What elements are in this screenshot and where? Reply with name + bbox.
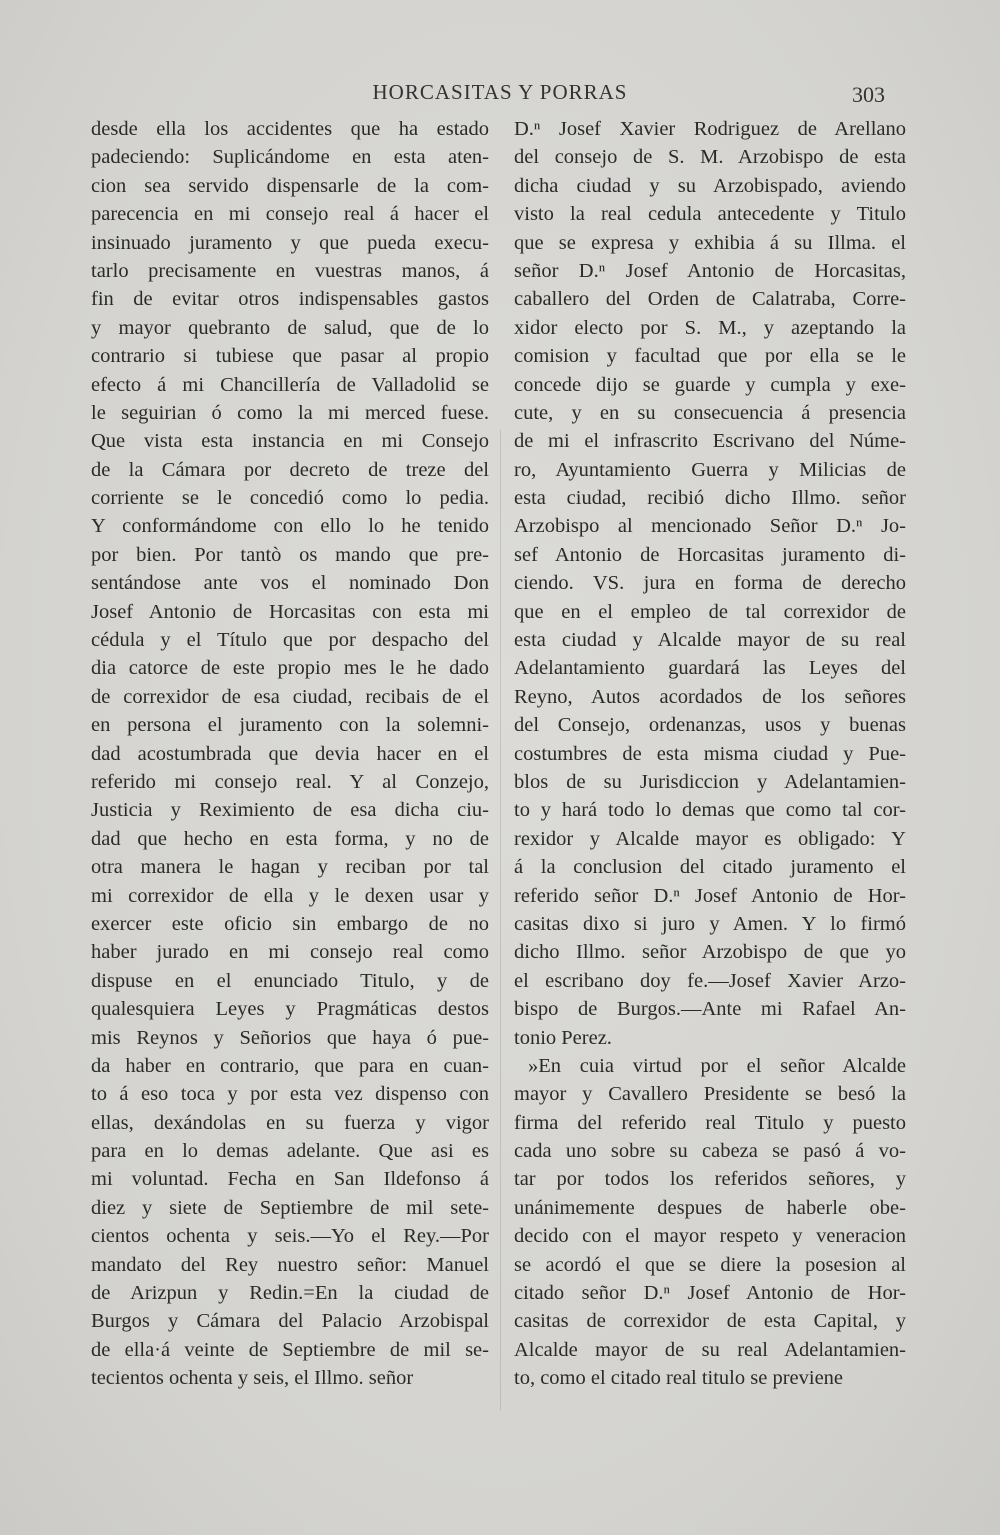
left-column	[91, 115, 489, 1393]
text-line: efecto á mi Chancillería de Valladolid se	[91, 373, 489, 396]
text-line: esta ciudad y Alcalde mayor de su real	[514, 629, 906, 652]
text-line: señor D.ⁿ Josef Antonio de Horcasitas,	[514, 259, 906, 282]
text-line: casitas de correxidor de esta Capital, y	[514, 1310, 906, 1333]
text-line: fin de evitar otros indispensables gastos	[91, 288, 489, 311]
text-line: del consejo de S. M. Arzobispo de esta	[514, 146, 906, 169]
text-line: haber jurado en mi consejo real como	[91, 941, 489, 964]
text-line: referido señor D.ⁿ Josef Antonio de Hor-	[514, 884, 906, 907]
text-line: mayor y Cavallero Presidente se besó la	[514, 1083, 906, 1106]
text-line: citado señor D.ⁿ Josef Antonio de Hor-	[514, 1282, 906, 1305]
text-line: de correxidor de esa ciudad, recibais de el	[91, 685, 489, 708]
text-line: dia catorce de este propio mes le he dado	[91, 657, 489, 680]
running-head: HORCASITAS Y PORRAS	[372, 80, 628, 104]
text-line: xidor electo por S. M., y azeptando la	[514, 316, 906, 339]
text-line: otra manera le hagan y reciban por tal	[91, 856, 489, 879]
text-line: sef Antonio de Horcasitas juramento di-	[514, 543, 906, 566]
text-line: to, como el citado real titulo se previene	[514, 1367, 844, 1390]
text-line: cédula y el Título que por despacho del	[91, 629, 489, 652]
text-line: Arzobispo al mencionado Señor D.ⁿ Jo-	[514, 515, 906, 538]
text-line: concede dijo se guarde y cumpla y exe-	[514, 373, 906, 396]
text-line: rexidor y Alcalde mayor es obligado: Y	[514, 827, 906, 850]
text-line: cientos ochenta y seis.—Yo el Rey.—Por	[91, 1225, 489, 1248]
text-line: de ella·á veinte de Septiembre de mil se-	[91, 1338, 489, 1361]
text-line: que en el empleo de tal correxidor de	[514, 600, 906, 623]
text-line: insinuado juramento y que pueda execu-	[91, 231, 489, 254]
text-line: desde ella los accidentes que ha estado	[91, 118, 489, 140]
text-line: en persona el juramento con la solemni-	[91, 714, 489, 737]
text-line: contrario si tubiese que pasar al propio	[91, 345, 489, 368]
text-line: dad que hecho en esta forma, y no de	[91, 827, 489, 850]
text-line: mi correxidor de ella y le dexen usar y	[91, 884, 489, 907]
text-line: to y hará todo lo demas que como tal cor-	[514, 799, 906, 822]
text-line: por bien. Por tantò os mando que pre-	[91, 543, 489, 566]
text-line: ellas, dexándolas en su fuerza y vigor	[91, 1111, 489, 1134]
text-line: mi voluntad. Fecha en San Ildefonso á	[91, 1168, 489, 1191]
text-line: comision y facultad que por ella se le	[514, 345, 906, 368]
text-line: »En cuia virtud por el señor Alcalde	[528, 1054, 906, 1077]
text-line: parecencia en mi consejo real á hacer el	[91, 203, 489, 226]
text-line: tarlo precisamente en vuestras manos, á	[91, 259, 489, 282]
text-line: de Arizpun y Redin.=En la ciudad de	[91, 1282, 489, 1305]
text-line: Justicia y Reximiento de esa dicha ciu-	[91, 799, 489, 822]
text-line: á la conclusion del citado juramento el	[514, 856, 906, 879]
text-line: que se expresa y exhibia á su Illma. el	[514, 231, 906, 254]
text-line: se acordó el que se diere la posesion al	[514, 1253, 906, 1276]
text-line: de mi el infrascrito Escrivano del Núme-	[514, 430, 906, 453]
text-line: del Consejo, ordenanzas, usos y buenas	[514, 714, 906, 737]
text-line: y mayor quebranto de salud, que de lo	[91, 316, 489, 339]
text-line: Que vista esta instancia en mi Consejo	[91, 430, 489, 453]
text-line: Reyno, Autos acordados de los señores	[514, 685, 906, 708]
text-line: dispuse en el enunciado Titulo, y de	[91, 969, 489, 992]
text-line: cada uno sobre su cabeza se pasó á vo-	[514, 1140, 906, 1163]
text-line: tar por todos los referidos señores, y	[514, 1168, 906, 1191]
text-line: Josef Antonio de Horcasitas con esta mi	[91, 600, 489, 623]
text-line: Y conformándome con ello lo he tenido	[91, 515, 489, 538]
text-line: corriente se le concedió como lo pedia.	[91, 487, 489, 510]
text-line: referido mi consejo real. Y al Conzejo,	[91, 770, 489, 793]
text-line: cion sea servido dispensarle de la com-	[91, 174, 489, 197]
text-line: costumbres de esta misma ciudad y Pue-	[514, 742, 906, 765]
text-line: casitas dixo si juro y Amen. Y lo firmó	[514, 912, 906, 935]
text-line: Adelantamiento guardará las Leyes del	[514, 657, 906, 680]
text-line: el escribano doy fe.—Josef Xavier Arzo-	[514, 969, 906, 992]
text-line: to á eso toca y por esta vez dispenso con	[91, 1083, 489, 1106]
text-line: mandato del Rey nuestro señor: Manuel	[91, 1253, 489, 1276]
text-line: caballero del Orden de Calatraba, Corre-	[514, 288, 906, 311]
text-line: ro, Ayuntamiento Guerra y Milicias de	[514, 458, 906, 481]
page-number: 303	[852, 82, 885, 107]
text-line: tecientos ochenta y seis, el Illmo. señor	[91, 1367, 414, 1390]
text-line: D.ⁿ Josef Xavier Rodriguez de Arellano	[514, 118, 906, 140]
text-line: dicha ciudad y su Arzobispado, aviendo	[514, 174, 906, 197]
text-line: sentándose ante vos el nominado Don	[91, 572, 489, 595]
text-line: para en lo demas adelante. Que asi es	[91, 1140, 489, 1163]
text-line: Alcalde mayor de su real Adelantamien-	[514, 1338, 906, 1361]
right-column	[514, 115, 906, 1393]
text-line: visto la real cedula antecedente y Titulo	[514, 203, 906, 226]
text-line: unánimemente despues de haberle obe-	[514, 1196, 906, 1219]
text-line: firma del referido real Titulo y puesto	[514, 1111, 906, 1134]
text-line: decido con el mayor respeto y veneracion	[514, 1225, 906, 1248]
text-line: bispo de Burgos.—Ante mi Rafael An-	[514, 998, 906, 1021]
text-line: esta ciudad, recibió dicho Illmo. señor	[514, 487, 906, 510]
text-line: ciendo. VS. jura en forma de derecho	[514, 572, 906, 595]
text-line: cute, y en su consecuencia á presencia	[514, 401, 906, 424]
text-line: diez y siete de Septiembre de mil sete-	[91, 1196, 489, 1219]
text-line: mis Reynos y Señorios que haya ó pue-	[91, 1026, 489, 1049]
text-line: dad acostumbrada que devia hacer en el	[91, 742, 489, 765]
text-line: dicho Illmo. señor Arzobispo de que yo	[514, 941, 906, 964]
text-line: le seguirian ó como la mi merced fuese.	[91, 401, 489, 424]
text-line: padeciendo: Suplicándome en esta aten-	[91, 146, 489, 169]
text-line: tonio Perez.	[514, 1026, 612, 1049]
text-line: de la Cámara por decreto de treze del	[91, 458, 489, 481]
text-line: da haber en contrario, que para en cuan-	[91, 1054, 489, 1077]
text-line: Burgos y Cámara del Palacio Arzobispal	[91, 1310, 489, 1333]
text-line: qualesquiera Leyes y Pragmáticas destos	[91, 998, 489, 1021]
text-line: blos de su Jurisdiccion y Adelantamien-	[514, 770, 906, 793]
column-divider	[500, 430, 501, 1410]
text-line: exercer este oficio sin embargo de no	[91, 912, 489, 935]
